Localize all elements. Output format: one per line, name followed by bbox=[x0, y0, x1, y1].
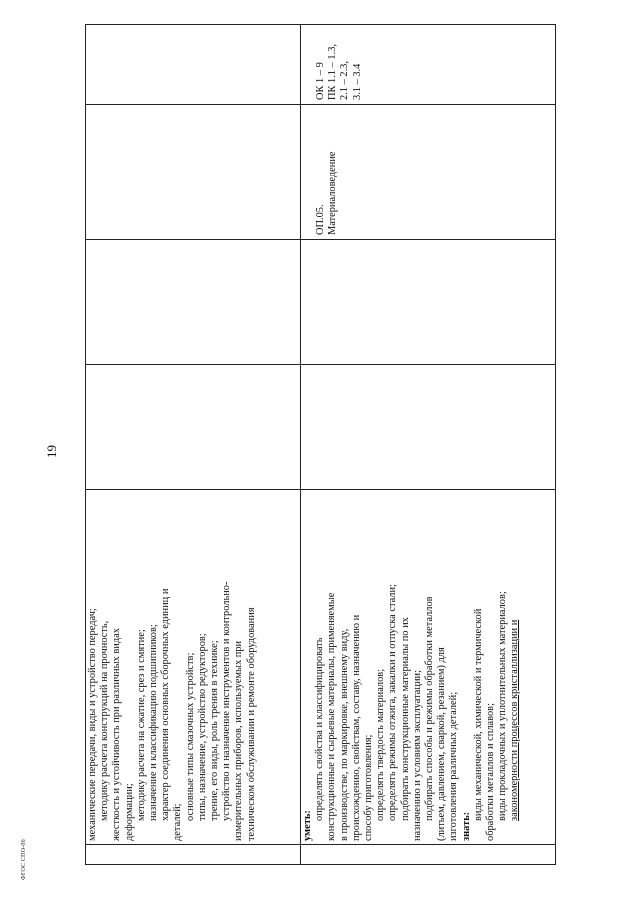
empty-cell bbox=[86, 240, 301, 365]
text-line: жесткость и устойчивость при различных видах bbox=[111, 628, 123, 841]
table-row bbox=[301, 25, 556, 865]
discipline-name: Материаловедение bbox=[327, 151, 339, 235]
empty-cell bbox=[86, 845, 301, 865]
text-line: техническом обслуживании и ремонте оборудования bbox=[245, 607, 257, 841]
text-line: деформации; bbox=[123, 783, 135, 841]
curriculum-table bbox=[85, 24, 556, 865]
text-line: типы, назначение, устройство редукторов; bbox=[196, 633, 208, 821]
text-line: происхождению, свойствам, составу, назначению и bbox=[350, 614, 362, 841]
text-line: (литьем, давлением, сваркой, резанием) для bbox=[436, 647, 448, 841]
text-line: виды механической, химической и термической bbox=[472, 608, 484, 821]
competency-line: 2.1 – 2.3, bbox=[339, 61, 351, 100]
empty-cell bbox=[301, 845, 556, 865]
text-line: механические передачи, виды и устройство передач; bbox=[87, 608, 98, 841]
text-line: определять режимы отжига, закалки и отпуска стали; bbox=[387, 584, 399, 821]
text-line: закономерности процессов кристаллизации и bbox=[509, 619, 521, 821]
empty-cell bbox=[301, 240, 556, 365]
text-line: устройство и назначение инструментов и контрольно- bbox=[221, 581, 233, 821]
knowledge-cell bbox=[86, 490, 301, 845]
empty-cell bbox=[301, 365, 556, 490]
text-line: изготовления различных деталей; bbox=[448, 691, 460, 841]
znat-header: знать: bbox=[460, 811, 472, 841]
umet-header: уметь: bbox=[302, 810, 313, 841]
text-line: подбирать конструкционные материалы по их bbox=[399, 617, 411, 821]
text-line: трение, его виды, роль трения в технике; bbox=[209, 640, 221, 821]
empty-cell bbox=[86, 365, 301, 490]
competency-line: ОК 1 – 9 bbox=[315, 62, 326, 100]
text-line: виды прокладочных и уплотнительных материалов; bbox=[497, 591, 509, 821]
table-row bbox=[86, 25, 301, 865]
competencies-cell bbox=[301, 25, 556, 105]
page-number: 19 bbox=[44, 445, 59, 458]
empty-cell bbox=[86, 25, 301, 105]
text-line: основные типы смазочных устройств; bbox=[184, 652, 196, 821]
text-line: способу приготовления; bbox=[363, 734, 375, 841]
text-line: методику расчета конструкций на прочность, bbox=[99, 620, 111, 821]
text-line: измерительных приборов, используемых при bbox=[233, 640, 245, 841]
text-line: определять свойства и классифицировать bbox=[314, 637, 326, 821]
text-line: методику расчета на сжатие, срез и смятие; bbox=[135, 629, 147, 821]
text-line: обработки металлов и сплавов; bbox=[485, 703, 497, 841]
discipline-code: ОП.05. bbox=[315, 204, 326, 235]
text-line: назначению и условиям эксплуатации; bbox=[411, 670, 423, 841]
text-line: в производстве, по маркировке, внешнему виду, bbox=[338, 628, 350, 841]
competency-line: ПК 1.1 – 1.3, bbox=[327, 44, 339, 100]
text-line: определять твердость материалов; bbox=[375, 668, 387, 821]
rotated-table-container bbox=[85, 25, 555, 865]
skills-knowledge-cell bbox=[301, 490, 556, 845]
empty-cell bbox=[86, 105, 301, 240]
text-line: характер соединения основных сборочных единиц и bbox=[160, 588, 172, 821]
text-line: подбирать способы и режимы обработки металлов bbox=[424, 596, 436, 821]
document-footer: ФГОС СПО-06 bbox=[21, 839, 27, 880]
discipline-cell bbox=[301, 105, 556, 240]
text-line: назначение и классификацию подшипников; bbox=[148, 624, 160, 821]
text-line: конструкционные и сырьевые материалы, применяемые bbox=[326, 592, 338, 841]
competency-line: 3.1 – 3.4 bbox=[351, 63, 363, 100]
text-line: деталей; bbox=[172, 803, 184, 841]
